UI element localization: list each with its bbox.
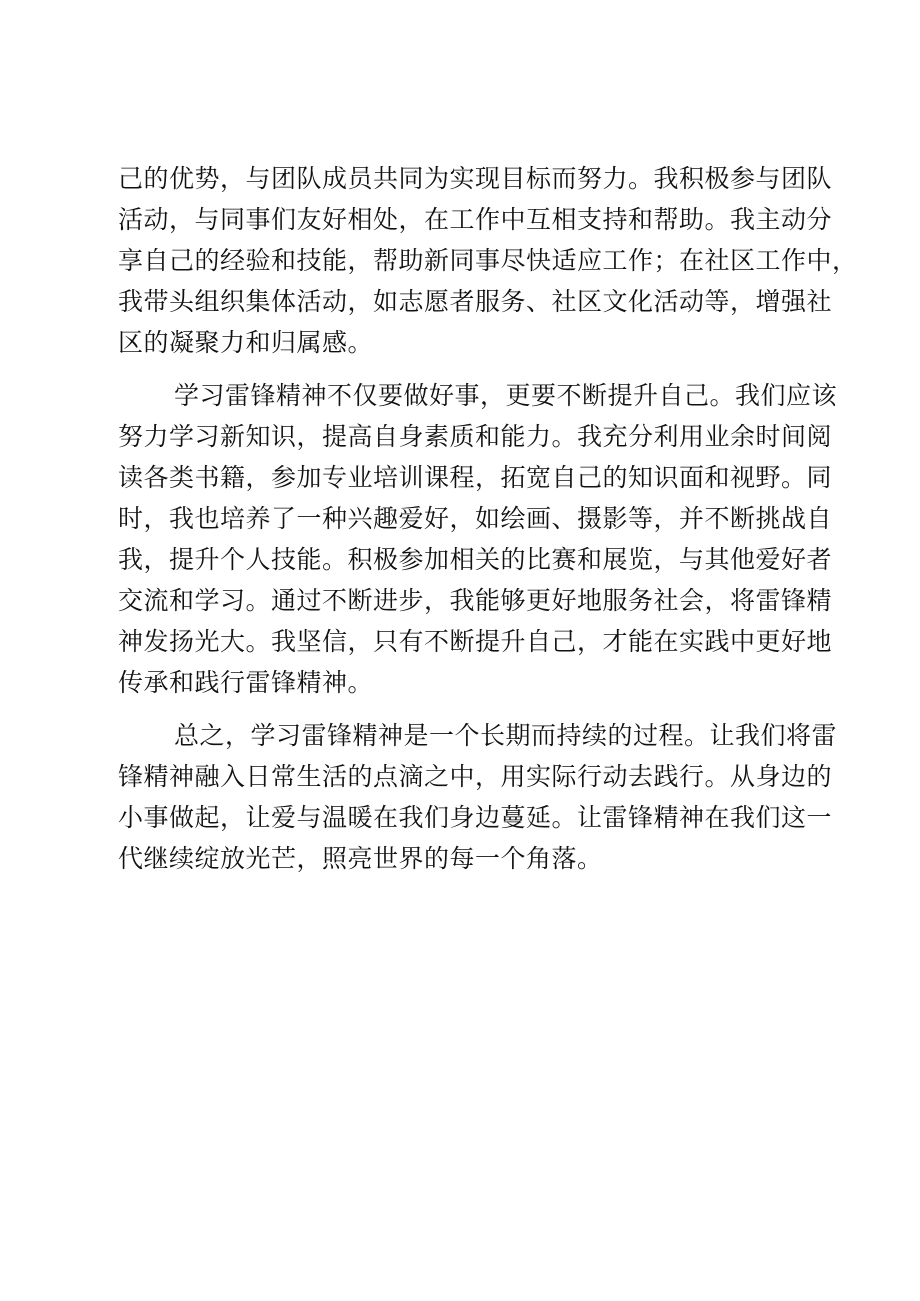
paragraph-1 — [118, 158, 858, 363]
text-line: 传承和践行雷锋精神。 — [118, 668, 374, 697]
text-line: 学习雷锋精神不仅要做好事，更要不断提升自己。我们应该 — [174, 381, 838, 410]
text-line: 交流和学习。通过不断进步，我能够更好地服务社会，将雷锋精 — [118, 586, 833, 615]
paragraph-3 — [118, 715, 838, 879]
text-line: 我，提升个人技能。积极参加相关的比赛和展览，与其他爱好者 — [118, 545, 833, 574]
text-line: 锋精神融入日常生活的点滴之中，用实际行动去践行。从身边的 — [118, 762, 833, 791]
text-line: 时，我也培养了一种兴趣爱好，如绘画、摄影等，并不断挑战自 — [118, 504, 833, 533]
document-body — [118, 158, 858, 879]
text-line: 总之，学习雷锋精神是一个长期而持续的过程。让我们将雷 — [174, 721, 838, 750]
text-line: 区的凝聚力和归属感。 — [118, 328, 374, 357]
text-line: 代继续绽放光芒，照亮世界的每一个角落。 — [118, 844, 603, 873]
text-line: 努力学习新知识，提高自身素质和能力。我充分利用业余时间阅 — [118, 422, 833, 451]
text-line: 读各类书籍，参加专业培训课程，拓宽自己的知识面和视野。同 — [118, 463, 833, 492]
text-line: 己的优势，与团队成员共同为实现目标而努力。我积极参与团队 — [118, 164, 833, 193]
text-line: 小事做起，让爱与温暖在我们身边蔓延。让雷锋精神在我们这一 — [118, 803, 833, 832]
text-line: 神发扬光大。我坚信，只有不断提升自己，才能在实践中更好地 — [118, 627, 833, 656]
paragraph-2 — [118, 375, 838, 703]
text-line: 享自己的经验和技能，帮助新同事尽快适应工作；在社区工作中， — [118, 246, 858, 275]
text-line: 活动，与同事们友好相处，在工作中互相支持和帮助。我主动分 — [118, 205, 833, 234]
text-line: 我带头组织集体活动，如志愿者服务、社区文化活动等，增强社 — [118, 287, 833, 316]
